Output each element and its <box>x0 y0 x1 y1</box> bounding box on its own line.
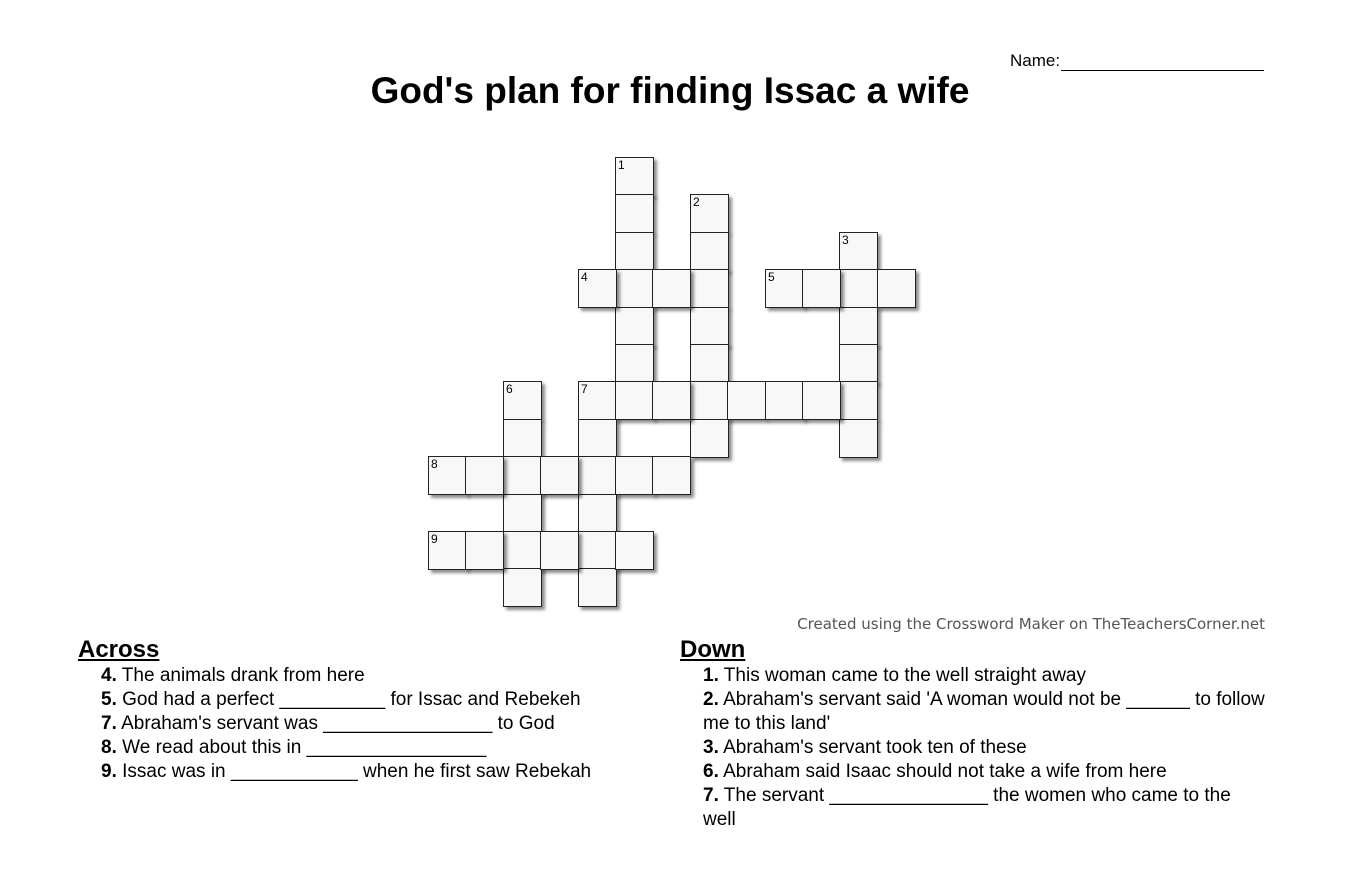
across-heading: Across <box>78 636 160 663</box>
grid-cell[interactable] <box>503 494 542 533</box>
grid-cell[interactable] <box>615 232 654 271</box>
clue-number: 8 <box>431 457 438 471</box>
grid-cell[interactable] <box>578 568 617 607</box>
down-clue: 6. Abraham said Isaac should not take a wife from here <box>703 761 1167 782</box>
grid-cell[interactable] <box>727 381 766 420</box>
across-clue: 4. The animals drank from here <box>101 665 365 686</box>
grid-cell[interactable] <box>578 419 617 458</box>
grid-cell[interactable] <box>690 307 729 346</box>
grid-cell[interactable] <box>690 381 729 420</box>
down-clue: 7. The servant _______________ the women who came to the well <box>703 785 1231 830</box>
grid-cell[interactable] <box>615 269 654 308</box>
grid-cell[interactable] <box>690 232 729 271</box>
grid-cell[interactable] <box>690 419 729 458</box>
across-clues <box>78 636 668 784</box>
grid-cell[interactable] <box>615 531 654 570</box>
down-clue: 2. Abraham's servant said 'A woman would not be ______ to follow me to this land' <box>703 689 1265 734</box>
grid-cell[interactable] <box>839 381 878 420</box>
grid-cell[interactable] <box>428 456 467 495</box>
grid-cell[interactable] <box>503 419 542 458</box>
across-clue: 8. We read about this in _________________ <box>101 737 487 758</box>
clue-number: 3 <box>842 233 849 247</box>
down-clue: 3. Abraham's servant took ten of these <box>703 737 1027 758</box>
grid-cell[interactable] <box>839 232 878 271</box>
grid-cell[interactable] <box>839 269 878 308</box>
grid-cell[interactable] <box>578 269 617 308</box>
across-clue: 7. Abraham's servant was ________________ to God <box>101 713 555 734</box>
grid-cell[interactable] <box>465 456 504 495</box>
page-title: God's plan for finding Issac a wife <box>370 70 970 111</box>
grid-cell[interactable] <box>802 269 841 308</box>
across-clue: 9. Issac was in ____________ when he first saw Rebekah <box>101 761 592 782</box>
grid-cell[interactable] <box>428 531 467 570</box>
grid-cell[interactable] <box>578 494 617 533</box>
grid-cell[interactable] <box>765 381 804 420</box>
grid-cell[interactable] <box>615 157 654 196</box>
clue-number: 2 <box>693 195 700 209</box>
across-clue: 5. God had a perfect __________ for Issac and Rebekeh <box>101 689 581 710</box>
name-blank-line[interactable] <box>1061 52 1264 71</box>
down-heading: Down <box>680 636 746 663</box>
clue-number: 4 <box>581 270 588 284</box>
clue-number: 5 <box>768 270 775 284</box>
grid-cell[interactable] <box>839 307 878 346</box>
grid-cell[interactable] <box>540 456 579 495</box>
grid-cell[interactable] <box>839 344 878 383</box>
name-field[interactable] <box>1010 51 1264 71</box>
grid-cell[interactable] <box>503 381 542 420</box>
grid-cell[interactable] <box>690 269 729 308</box>
name-label: Name: <box>1010 51 1061 70</box>
grid-cell[interactable] <box>690 194 729 233</box>
grid-cell[interactable] <box>877 269 916 308</box>
grid-cell[interactable] <box>652 269 691 308</box>
grid-cell[interactable] <box>615 307 654 346</box>
down-clue: 1. This woman came to the well straight away <box>703 665 1087 686</box>
grid-cell[interactable] <box>503 531 542 570</box>
grid-cell[interactable] <box>578 456 617 495</box>
grid-cell[interactable] <box>802 381 841 420</box>
clue-number: 1 <box>618 158 625 172</box>
grid-cell[interactable] <box>652 381 691 420</box>
grid-cell[interactable] <box>690 344 729 383</box>
grid-cell[interactable] <box>615 381 654 420</box>
clue-number: 6 <box>506 382 513 396</box>
grid-cell[interactable] <box>652 456 691 495</box>
grid-cell[interactable] <box>503 568 542 607</box>
grid-cell[interactable] <box>578 531 617 570</box>
grid-cell[interactable] <box>765 269 804 308</box>
grid-cell[interactable] <box>839 419 878 458</box>
clue-number: 9 <box>431 532 438 546</box>
clue-number: 7 <box>581 382 588 396</box>
down-clues <box>680 636 1265 832</box>
credit-text: Created using the Crossword Maker on TheTeachersCorner.net <box>797 615 1265 633</box>
grid-cell[interactable] <box>615 456 654 495</box>
grid-cell[interactable] <box>615 344 654 383</box>
grid-cell[interactable] <box>465 531 504 570</box>
grid-cell[interactable] <box>540 531 579 570</box>
grid-cell[interactable] <box>615 194 654 233</box>
grid-cell[interactable] <box>503 456 542 495</box>
grid-cell[interactable] <box>578 381 617 420</box>
